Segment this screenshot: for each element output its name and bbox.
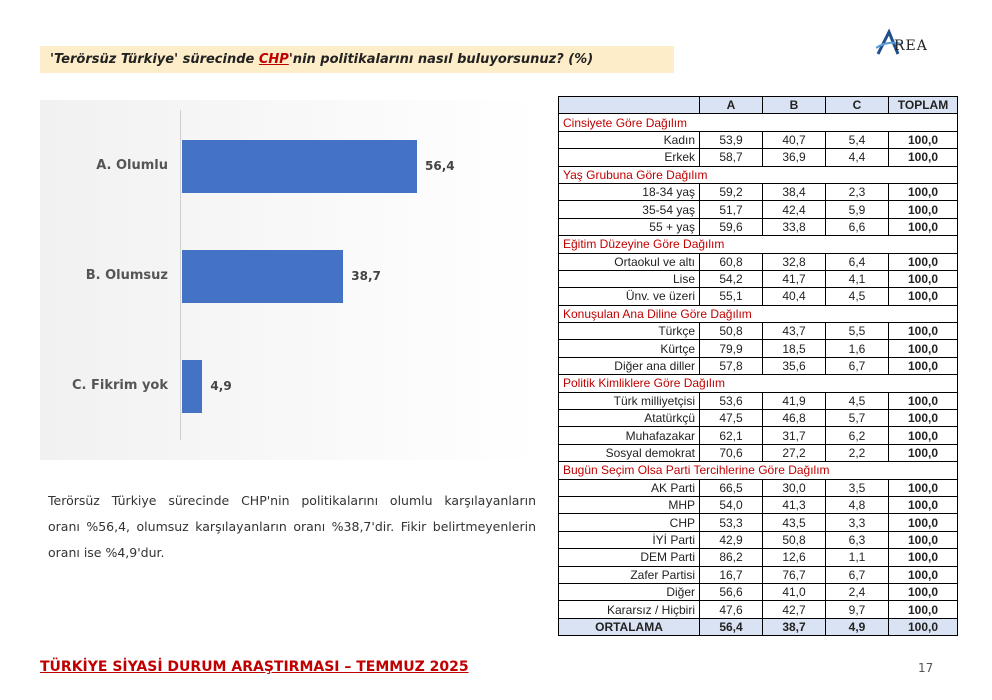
table-cell: 35,6 [763,357,826,374]
table-cell: 55,1 [700,288,763,305]
table-cell: 100,0 [889,288,958,305]
page-number: 17 [918,661,934,675]
table-cell: 62,1 [700,427,763,444]
table-cell: 76,7 [763,566,826,583]
table-cell: 100,0 [889,514,958,531]
table-cell: 60,8 [700,253,763,270]
table-cell: 100,0 [889,566,958,583]
table-cell: 100,0 [889,357,958,374]
table-cell: 4,4 [826,149,889,166]
table-cell: 47,6 [700,601,763,618]
table-row [559,131,958,148]
average-cell: 100,0 [889,618,958,635]
table-cell: 6,4 [826,253,889,270]
row-label: Türkçe [559,323,700,340]
table-cell: 50,8 [763,531,826,548]
table-header-cell: TOPLAM [889,97,958,114]
logo-text: REA [894,38,928,54]
table-cell: 4,1 [826,270,889,287]
row-label: Atatürkçü [559,410,700,427]
row-label: MHP [559,496,700,513]
table-cell: 43,7 [763,323,826,340]
table-cell: 31,7 [763,427,826,444]
table-cell: 4,5 [826,392,889,409]
table-cell: 50,8 [700,323,763,340]
question-highlight: CHP [258,52,289,67]
table-row [559,410,958,427]
table-cell: 100,0 [889,270,958,287]
row-label: Muhafazakar [559,427,700,444]
table-row [559,392,958,409]
table-cell: 57,8 [700,357,763,374]
table-cell: 43,5 [763,514,826,531]
table-row [559,427,958,444]
table-cell: 2,4 [826,583,889,600]
question-prefix: 'Terörsüz Türkiye' sürecinde [50,52,259,67]
table-cell: 41,0 [763,583,826,600]
table-cell: 100,0 [889,340,958,357]
table-cell: 100,0 [889,444,958,461]
table-cell: 3,5 [826,479,889,496]
table-cell: 42,7 [763,601,826,618]
summary-line-1: Terörsüz Türkiye sürecinde CHP'nin politikalarını olumlu karşılayanların [48,493,536,508]
group-title: Eğitim Düzeyine Göre Dağılım [559,236,958,253]
table-cell: 53,6 [700,392,763,409]
table-cell: 40,7 [763,131,826,148]
table-cell: 59,6 [700,218,763,235]
question-banner [40,46,674,73]
row-label: Diğer ana diller [559,357,700,374]
row-label: Kürtçe [559,340,700,357]
row-label: Sosyal demokrat [559,444,700,461]
average-cell: 38,7 [763,618,826,635]
group-title: Yaş Grubuna Göre Dağılım [559,166,958,183]
table-cell: 6,3 [826,531,889,548]
row-label: İYİ Parti [559,531,700,548]
bar [182,250,343,303]
group-title: Cinsiyete Göre Dağılım [559,114,958,131]
average-cell: 56,4 [700,618,763,635]
average-cell: 4,9 [826,618,889,635]
row-label: Lise [559,270,700,287]
table-row [559,514,958,531]
table-cell: 100,0 [889,583,958,600]
table-cell: 6,7 [826,566,889,583]
table-header-cell: B [763,97,826,114]
table-cell: 33,8 [763,218,826,235]
table-cell: 100,0 [889,427,958,444]
table-cell: 3,3 [826,514,889,531]
table-cell: 36,9 [763,149,826,166]
table-cell: 100,0 [889,253,958,270]
value-label: 56,4 [425,158,455,173]
summary-line-3: oranı ise %4,9'dur. [48,545,165,560]
table-row [559,531,958,548]
table-cell: 1,6 [826,340,889,357]
table-cell: 38,4 [763,183,826,200]
table-group-row [559,462,958,479]
table-row [559,357,958,374]
category-label: C. Fikrim yok [72,377,168,393]
table-group-row [559,305,958,322]
table-cell: 47,5 [700,410,763,427]
table-cell: 6,7 [826,357,889,374]
table-row [559,444,958,461]
bar [182,360,202,413]
table-cell: 100,0 [889,531,958,548]
table-cell: 100,0 [889,218,958,235]
table-cell: 56,6 [700,583,763,600]
table-cell: 100,0 [889,201,958,218]
table-cell: 27,2 [763,444,826,461]
area-logo [876,28,946,58]
table-cell: 30,0 [763,479,826,496]
table-cell: 4,5 [826,288,889,305]
table-row [559,340,958,357]
table-cell: 53,9 [700,131,763,148]
table-row [559,149,958,166]
row-label: Erkek [559,149,700,166]
group-title: Bugün Seçim Olsa Parti Tercihlerine Göre Dağılım [559,462,958,479]
table-cell: 54,2 [700,270,763,287]
table-cell: 2,3 [826,183,889,200]
table-average-row [559,618,958,635]
table-cell: 100,0 [889,479,958,496]
row-label: CHP [559,514,700,531]
table-cell: 32,8 [763,253,826,270]
table-cell: 16,7 [700,566,763,583]
table-cell: 51,7 [700,201,763,218]
table-cell: 41,3 [763,496,826,513]
table-row [559,601,958,618]
table-cell: 58,7 [700,149,763,166]
table-row [559,270,958,287]
group-title: Politik Kimliklere Göre Dağılım [559,375,958,392]
table-row [559,479,958,496]
table-row [559,288,958,305]
row-label: Ünv. ve üzeri [559,288,700,305]
table-cell: 41,7 [763,270,826,287]
bar-chart [40,100,540,460]
table-cell: 5,4 [826,131,889,148]
table-cell: 46,8 [763,410,826,427]
row-label: 35-54 yaş [559,201,700,218]
row-label: Diğer [559,583,700,600]
group-title: Konuşulan Ana Diline Göre Dağılım [559,305,958,322]
table-cell: 100,0 [889,410,958,427]
table-cell: 5,5 [826,323,889,340]
row-label: 55 + yaş [559,218,700,235]
table-row [559,201,958,218]
table-row [559,253,958,270]
table-cell: 100,0 [889,183,958,200]
footer-title: TÜRKİYE SİYASİ DURUM ARAŞTIRMASI – TEMMUZ 2025 [40,659,469,675]
bar [182,140,417,193]
table-cell: 1,1 [826,549,889,566]
row-label: Türk milliyetçisi [559,392,700,409]
table-cell: 79,9 [700,340,763,357]
chart-axis [180,110,181,440]
table-cell: 100,0 [889,323,958,340]
table-header-cell: C [826,97,889,114]
table-cell: 18,5 [763,340,826,357]
table-cell: 42,9 [700,531,763,548]
table-group-row [559,114,958,131]
value-label: 38,7 [351,268,381,283]
table-cell: 100,0 [889,549,958,566]
row-label: 18-34 yaş [559,183,700,200]
table-cell: 42,4 [763,201,826,218]
table-cell: 5,7 [826,410,889,427]
table-cell: 70,6 [700,444,763,461]
table-cell: 100,0 [889,392,958,409]
table-header-cell [559,97,700,114]
table-cell: 40,4 [763,288,826,305]
row-label: Kadın [559,131,700,148]
category-label: A. Olumlu [96,157,168,173]
table-row [559,496,958,513]
table-cell: 86,2 [700,549,763,566]
summary-text [48,488,536,566]
row-label: Ortaokul ve altı [559,253,700,270]
table-cell: 66,5 [700,479,763,496]
category-label: B. Olumsuz [85,267,168,283]
table-cell: 54,0 [700,496,763,513]
summary-line-2: oranı %56,4, olumsuz karşılayanların oranı %38,7'dir. Fikir belirtmeyenlerin [48,519,536,534]
table-row [559,218,958,235]
table-cell: 9,7 [826,601,889,618]
row-label: AK Parti [559,479,700,496]
table-cell: 6,2 [826,427,889,444]
table-group-row [559,236,958,253]
row-label: DEM Parti [559,549,700,566]
crosstab-table [558,96,958,636]
table-group-row [559,375,958,392]
row-label: Zafer Partisi [559,566,700,583]
table-row [559,566,958,583]
average-label: ORTALAMA [559,618,700,635]
table-row [559,583,958,600]
table-row [559,549,958,566]
table-cell: 6,6 [826,218,889,235]
question-suffix: 'nin politikalarını nasıl buluyorsunuz? (%) [288,52,594,67]
table-cell: 100,0 [889,131,958,148]
table-cell: 100,0 [889,601,958,618]
question-text [50,52,593,67]
row-label: Kararsız / Hiçbiri [559,601,700,618]
table-cell: 53,3 [700,514,763,531]
table-cell: 4,8 [826,496,889,513]
table-cell: 5,9 [826,201,889,218]
value-label: 4,9 [210,378,232,393]
table-header-cell: A [700,97,763,114]
table-cell: 100,0 [889,496,958,513]
table-header-row [559,97,958,114]
table-cell: 12,6 [763,549,826,566]
table-cell: 41,9 [763,392,826,409]
table-row [559,323,958,340]
table-cell: 100,0 [889,149,958,166]
table-row [559,183,958,200]
table-group-row [559,166,958,183]
table-cell: 2,2 [826,444,889,461]
table-cell: 59,2 [700,183,763,200]
